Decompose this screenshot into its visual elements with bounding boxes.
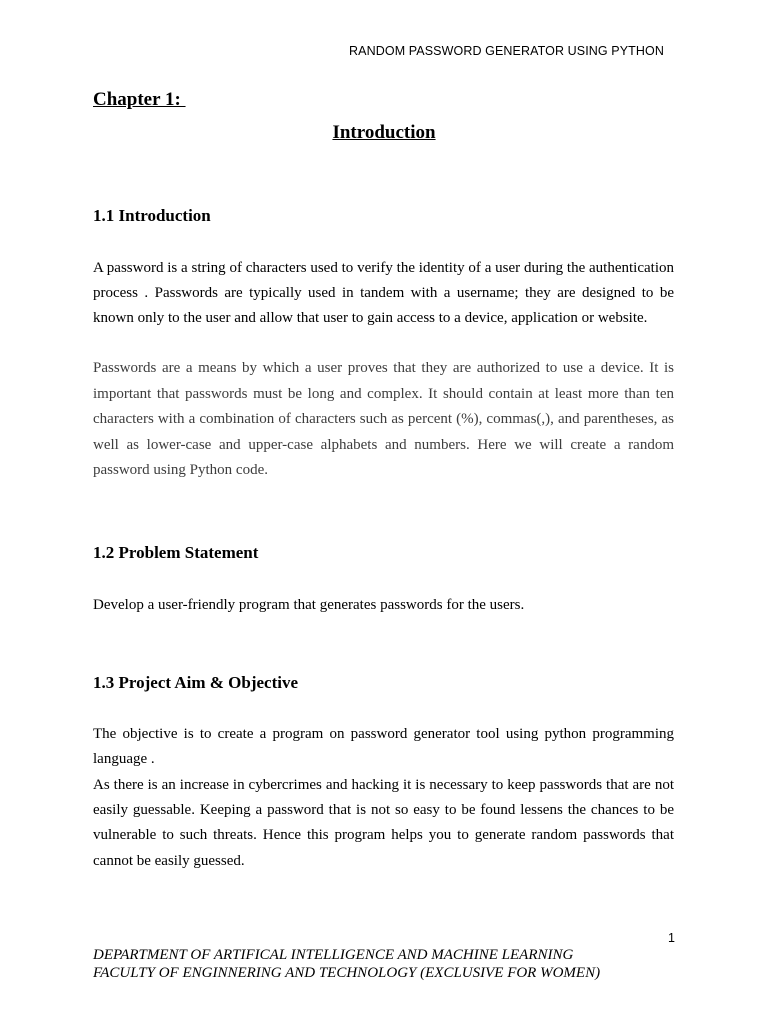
problem-paragraph: Develop a user-friendly program that generates passwords for the users. [93,597,525,613]
aim-paragraph-1: The objective is to create a program on password generator tool using python programming language . [93,726,674,768]
page-footer [93,946,600,982]
chapter-title: Introduction [332,122,436,143]
intro-paragraph-2: Passwords are a means by which a user proves that they are authorized to use a device. It is important that passwords must be long and complex. It should contain at least more than ten characters with a combination of characters such as percent (%), commas(,), and parentheses, as well as lower-case and upper-case alphabets and numbers. Here we will create a random password using Python code. [93,360,674,479]
page-number: 1 [668,931,675,945]
running-header: RANDOM PASSWORD GENERATOR USING PYTHON [349,44,664,58]
chapter-label: Chapter 1: [93,89,186,110]
aim-paragraph-2: As there is an increase in cybercrimes and hacking it is necessary to keep passwords that are not easily guessable. Keeping a password that is not so easy to be found lessens the chances to be vulnerable to such threats. Hence this program helps you to generate random passwords that cannot be easily guessed. [93,777,674,869]
footer-department: DEPARTMENT OF ARTIFICAL INTELLIGENCE AND MACHINE LEARNING [93,947,574,963]
footer-faculty: FACULTY OF ENGINNERING AND TECHNOLOGY (EXCLUSIVE FOR WOMEN) [93,965,601,981]
section-heading-problem-statement: 1.2 Problem Statement [93,543,259,562]
section-heading-introduction: 1.1 Introduction [93,206,211,225]
intro-paragraph-1: A password is a string of characters used to verify the identity of a user during the authentication process . Passwords are typically used in tandem with a username; they are designed to be known only to the user and allow that user to gain access to a device, application or website. [93,260,674,327]
section-heading-aim-objective: 1.3 Project Aim & Objective [93,673,299,692]
